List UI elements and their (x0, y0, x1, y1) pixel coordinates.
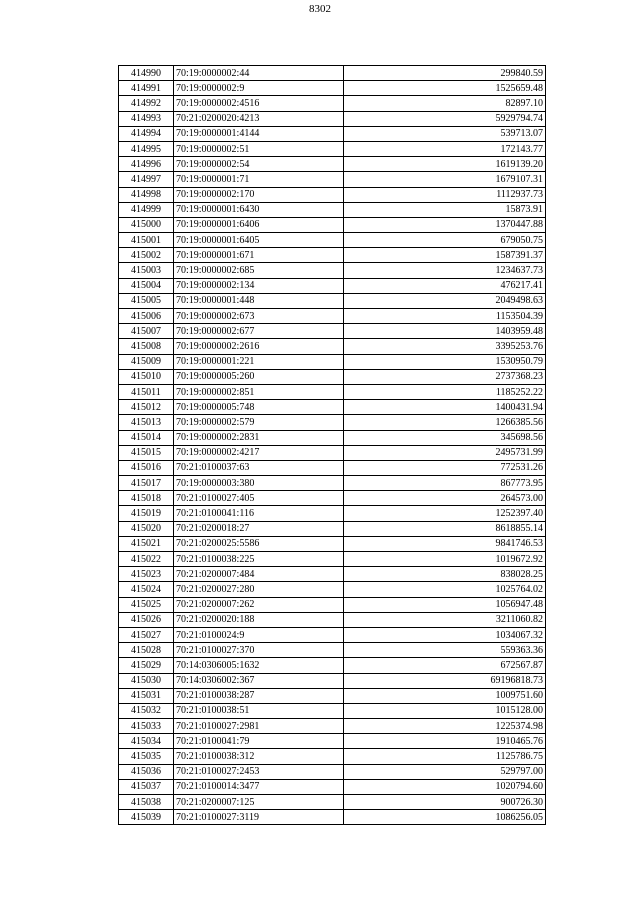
table-body (119, 66, 546, 825)
row-number-cell: 415016 (119, 460, 174, 475)
table-row (119, 309, 546, 324)
cadastral-value-cell: 1019672.92 (344, 552, 546, 567)
cadastral-value-cell: 1587391.37 (344, 248, 546, 263)
cadastral-number-cell: 70:21:0100037:63 (174, 460, 344, 475)
cadastral-number-cell: 70:21:0100038:225 (174, 552, 344, 567)
cadastral-number-cell: 70:21:0100041:116 (174, 506, 344, 521)
cadastral-value-cell: 1619139.20 (344, 157, 546, 172)
cadastral-value-cell: 838028.25 (344, 567, 546, 582)
cadastral-number-cell: 70:19:0000002:2616 (174, 339, 344, 354)
cadastral-number-cell: 70:19:0000002:170 (174, 187, 344, 202)
cadastral-value-cell: 1086256.05 (344, 810, 546, 825)
row-number-cell: 415023 (119, 567, 174, 582)
cadastral-number-cell: 70:21:0100027:2981 (174, 719, 344, 734)
table-row (119, 658, 546, 673)
table-row (119, 430, 546, 445)
cadastral-number-cell: 70:19:0000002:134 (174, 278, 344, 293)
cadastral-value-cell: 1125786.75 (344, 749, 546, 764)
table-row (119, 278, 546, 293)
table-row (119, 643, 546, 658)
table-row (119, 157, 546, 172)
cadastral-number-cell: 70:19:0000002:579 (174, 415, 344, 430)
table-row (119, 688, 546, 703)
table-row (119, 293, 546, 308)
cadastral-value-cell: 476217.41 (344, 278, 546, 293)
row-number-cell: 415005 (119, 293, 174, 308)
cadastral-number-cell: 70:21:0100027:405 (174, 491, 344, 506)
cadastral-number-cell: 70:19:0000002:54 (174, 157, 344, 172)
row-number-cell: 415036 (119, 764, 174, 779)
table-row (119, 445, 546, 460)
row-number-cell: 415006 (119, 309, 174, 324)
table-row (119, 673, 546, 688)
cadastral-value-cell: 345698.56 (344, 430, 546, 445)
cadastral-value-cell: 82897.10 (344, 96, 546, 111)
row-number-cell: 414999 (119, 202, 174, 217)
table-row (119, 111, 546, 126)
cadastral-value-cell: 1015128.00 (344, 703, 546, 718)
row-number-cell: 415027 (119, 627, 174, 642)
cadastral-value-cell: 1034067.32 (344, 627, 546, 642)
cadastral-number-cell: 70:21:0200020:188 (174, 612, 344, 627)
cadastral-value-cell: 15873.91 (344, 202, 546, 217)
cadastral-value-cell: 559363.36 (344, 643, 546, 658)
row-number-cell: 415003 (119, 263, 174, 278)
cadastral-number-cell: 70:21:0100041:79 (174, 734, 344, 749)
cadastral-value-cell: 1679107.31 (344, 172, 546, 187)
table-row (119, 749, 546, 764)
cadastral-value-cell: 1370447.88 (344, 217, 546, 232)
table-row (119, 126, 546, 141)
row-number-cell: 415026 (119, 612, 174, 627)
cadastral-value-table (118, 65, 546, 825)
cadastral-value-cell: 1252397.40 (344, 506, 546, 521)
cadastral-value-cell: 1185252.22 (344, 384, 546, 399)
cadastral-value-cell: 9841746.53 (344, 536, 546, 551)
table-row (119, 597, 546, 612)
table-row (119, 612, 546, 627)
cadastral-value-cell: 867773.95 (344, 476, 546, 491)
cadastral-number-cell: 70:19:0000002:2831 (174, 430, 344, 445)
cadastral-value-cell: 1112937.73 (344, 187, 546, 202)
table-row (119, 187, 546, 202)
cadastral-number-cell: 70:21:0100038:51 (174, 703, 344, 718)
cadastral-number-cell: 70:21:0100024:9 (174, 627, 344, 642)
table-row (119, 506, 546, 521)
cadastral-value-cell: 2737368.23 (344, 369, 546, 384)
cadastral-number-cell: 70:19:0000001:6406 (174, 217, 344, 232)
cadastral-number-cell: 70:19:0000002:51 (174, 141, 344, 156)
row-number-cell: 414996 (119, 157, 174, 172)
cadastral-number-cell: 70:19:0000002:673 (174, 309, 344, 324)
cadastral-value-cell: 539713.07 (344, 126, 546, 141)
row-number-cell: 415014 (119, 430, 174, 445)
cadastral-value-cell: 672567.87 (344, 658, 546, 673)
cadastral-value-cell: 5929794.74 (344, 111, 546, 126)
row-number-cell: 415017 (119, 476, 174, 491)
cadastral-value-cell: 1025764.02 (344, 582, 546, 597)
row-number-cell: 415019 (119, 506, 174, 521)
cadastral-value-cell: 264573.00 (344, 491, 546, 506)
table-row (119, 734, 546, 749)
row-number-cell: 415015 (119, 445, 174, 460)
cadastral-number-cell: 70:21:0100027:370 (174, 643, 344, 658)
cadastral-value-cell: 772531.26 (344, 460, 546, 475)
cadastral-number-cell: 70:19:0000002:9 (174, 81, 344, 96)
row-number-cell: 415010 (119, 369, 174, 384)
cadastral-number-cell: 70:19:0000001:448 (174, 293, 344, 308)
row-number-cell: 415038 (119, 795, 174, 810)
cadastral-number-cell: 70:21:0100038:287 (174, 688, 344, 703)
cadastral-value-cell: 1525659.48 (344, 81, 546, 96)
cadastral-number-cell: 70:19:0000005:748 (174, 400, 344, 415)
table-row (119, 810, 546, 825)
row-number-cell: 415020 (119, 521, 174, 536)
table-row (119, 795, 546, 810)
cadastral-value-cell: 3211060.82 (344, 612, 546, 627)
table-row (119, 491, 546, 506)
cadastral-number-cell: 70:19:0000003:380 (174, 476, 344, 491)
cadastral-value-cell: 1153504.39 (344, 309, 546, 324)
cadastral-value-cell: 8618855.14 (344, 521, 546, 536)
table-row (119, 536, 546, 551)
cadastral-value-cell: 1403959.48 (344, 324, 546, 339)
cadastral-number-cell: 70:21:0200020:4213 (174, 111, 344, 126)
row-number-cell: 415000 (119, 217, 174, 232)
cadastral-number-cell: 70:14:0306002:367 (174, 673, 344, 688)
cadastral-number-cell: 70:19:0000001:6405 (174, 233, 344, 248)
cadastral-value-cell: 1266385.56 (344, 415, 546, 430)
table-row (119, 582, 546, 597)
cadastral-value-cell: 1234637.73 (344, 263, 546, 278)
cadastral-number-cell: 70:21:0200007:484 (174, 567, 344, 582)
cadastral-number-cell: 70:21:0100014:3477 (174, 779, 344, 794)
table-row (119, 719, 546, 734)
cadastral-value-cell: 69196818.73 (344, 673, 546, 688)
row-number-cell: 414998 (119, 187, 174, 202)
cadastral-value-cell: 679050.75 (344, 233, 546, 248)
row-number-cell: 415004 (119, 278, 174, 293)
row-number-cell: 415012 (119, 400, 174, 415)
row-number-cell: 415035 (119, 749, 174, 764)
row-number-cell: 414993 (119, 111, 174, 126)
table-row (119, 233, 546, 248)
cadastral-number-cell: 70:19:0000001:6430 (174, 202, 344, 217)
table-row (119, 415, 546, 430)
table-row (119, 460, 546, 475)
cadastral-number-cell: 70:21:0100027:3119 (174, 810, 344, 825)
table-row (119, 324, 546, 339)
row-number-cell: 415002 (119, 248, 174, 263)
cadastral-number-cell: 70:21:0200025:5586 (174, 536, 344, 551)
row-number-cell: 415029 (119, 658, 174, 673)
table-row (119, 339, 546, 354)
cadastral-value-cell: 2495731.99 (344, 445, 546, 460)
row-number-cell: 415001 (119, 233, 174, 248)
table-row (119, 263, 546, 278)
cadastral-number-cell: 70:21:0200007:125 (174, 795, 344, 810)
cadastral-number-cell: 70:19:0000005:260 (174, 369, 344, 384)
row-number-cell: 415028 (119, 643, 174, 658)
cadastral-value-cell: 1910465.76 (344, 734, 546, 749)
table-row (119, 400, 546, 415)
row-number-cell: 415009 (119, 354, 174, 369)
cadastral-value-cell: 2049498.63 (344, 293, 546, 308)
row-number-cell: 415011 (119, 384, 174, 399)
cadastral-value-cell: 1400431.94 (344, 400, 546, 415)
table-row (119, 81, 546, 96)
cadastral-value-cell: 529797.00 (344, 764, 546, 779)
page-number: 8302 (309, 3, 331, 15)
table-row (119, 627, 546, 642)
row-number-cell: 414992 (119, 96, 174, 111)
cadastral-number-cell: 70:19:0000001:71 (174, 172, 344, 187)
row-number-cell: 414997 (119, 172, 174, 187)
table-row (119, 703, 546, 718)
row-number-cell: 415007 (119, 324, 174, 339)
row-number-cell: 414994 (119, 126, 174, 141)
cadastral-value-cell: 1056947.48 (344, 597, 546, 612)
table-row (119, 384, 546, 399)
cadastral-number-cell: 70:19:0000002:4217 (174, 445, 344, 460)
cadastral-number-cell: 70:19:0000002:677 (174, 324, 344, 339)
cadastral-number-cell: 70:19:0000002:685 (174, 263, 344, 278)
row-number-cell: 415025 (119, 597, 174, 612)
cadastral-value-cell: 1225374.98 (344, 719, 546, 734)
row-number-cell: 415037 (119, 779, 174, 794)
cadastral-number-cell: 70:19:0000001:671 (174, 248, 344, 263)
table-row (119, 172, 546, 187)
cadastral-number-cell: 70:21:0200007:262 (174, 597, 344, 612)
row-number-cell: 414995 (119, 141, 174, 156)
cadastral-number-cell: 70:14:0306005:1632 (174, 658, 344, 673)
table-row (119, 202, 546, 217)
cadastral-value-cell: 1020794.60 (344, 779, 546, 794)
table-row (119, 779, 546, 794)
cadastral-number-cell: 70:21:0100027:2453 (174, 764, 344, 779)
cadastral-number-cell: 70:19:0000001:4144 (174, 126, 344, 141)
row-number-cell: 415013 (119, 415, 174, 430)
row-number-cell: 415032 (119, 703, 174, 718)
table-row (119, 217, 546, 232)
cadastral-number-cell: 70:19:0000002:851 (174, 384, 344, 399)
table-row (119, 476, 546, 491)
cadastral-number-cell: 70:19:0000002:4516 (174, 96, 344, 111)
table-row (119, 248, 546, 263)
cadastral-value-cell: 1530950.79 (344, 354, 546, 369)
table-row (119, 66, 546, 81)
table-row (119, 552, 546, 567)
row-number-cell: 415022 (119, 552, 174, 567)
row-number-cell: 415031 (119, 688, 174, 703)
cadastral-number-cell: 70:21:0100038:312 (174, 749, 344, 764)
cadastral-value-cell: 900726.30 (344, 795, 546, 810)
row-number-cell: 415021 (119, 536, 174, 551)
row-number-cell: 415018 (119, 491, 174, 506)
row-number-cell: 415008 (119, 339, 174, 354)
cadastral-value-cell: 172143.77 (344, 141, 546, 156)
row-number-cell: 414991 (119, 81, 174, 96)
table-row (119, 764, 546, 779)
table-row (119, 567, 546, 582)
row-number-cell: 415030 (119, 673, 174, 688)
table-row (119, 96, 546, 111)
row-number-cell: 415034 (119, 734, 174, 749)
cadastral-value-cell: 1009751.60 (344, 688, 546, 703)
row-number-cell: 415033 (119, 719, 174, 734)
row-number-cell: 415039 (119, 810, 174, 825)
table-row (119, 354, 546, 369)
table-row (119, 369, 546, 384)
cadastral-number-cell: 70:19:0000001:221 (174, 354, 344, 369)
cadastral-value-cell: 3395253.76 (344, 339, 546, 354)
row-number-cell: 414990 (119, 66, 174, 81)
cadastral-number-cell: 70:21:0200027:280 (174, 582, 344, 597)
row-number-cell: 415024 (119, 582, 174, 597)
cadastral-number-cell: 70:21:0200018:27 (174, 521, 344, 536)
table-row (119, 141, 546, 156)
cadastral-value-cell: 299840.59 (344, 66, 546, 81)
cadastral-number-cell: 70:19:0000002:44 (174, 66, 344, 81)
table-row (119, 521, 546, 536)
